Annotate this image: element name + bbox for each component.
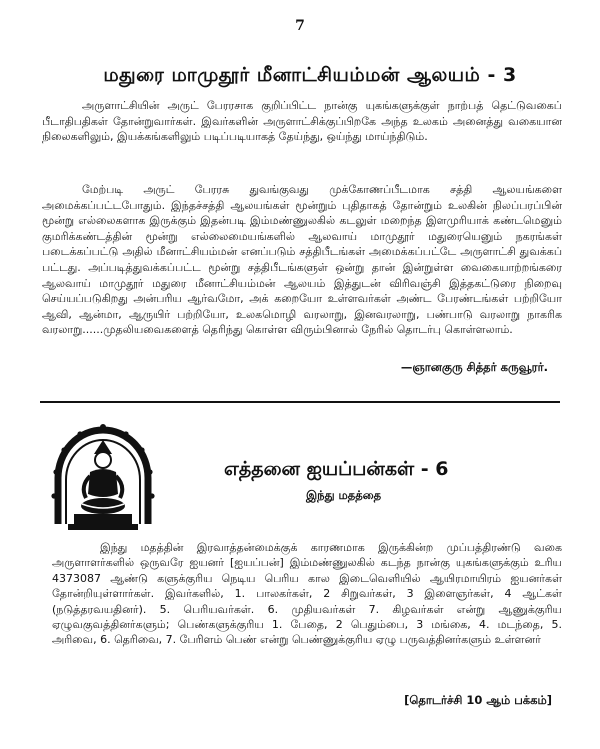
page-number: 7 <box>295 18 305 34</box>
author-signature: —ஞானகுரு சித்தர் கருவூரர். <box>400 360 548 374</box>
article1-paragraph-2: மேற்படி அருட் பேரரசு துவங்குவது முக்கோணப்பீடமாக சத்தி ஆலயங்களை அமைக்கப்பட்டபோதும். இந்தச்சத்தி ஆலயங்கள் மூன்றும் புதிதாகத் தோன்றும் உலகின் நிலப்பரப்பின் மூன்று எல்லைகளாக இருக்கும் இதன்படி இம்மண்ணுலகில் கடலுள் மறைந்த இளமுரியாக் கண்டமெனும் குமரிக்கண்டத்தின் மூன்று எல்லைமையங்களில் ஆலவாய் மாமுதூர் மதுரையெனும் நகரங்கள் படைக்கப்பட்டு அதில் மீனாட்சியம்மன் எனப்படும் சத்திபீடங்கள் அமைக்கப்பட்டே அருளாட்சி துவக்கப் பட்டது. அப்படித்துவக்கப்பட்ட மூன்று சத்திபீடங்களுள் ஒன்று தான் இன்றுள்ள வைகையாற்றங்கரை ஆலவாய் மாமுதூர் மதுரை மீனாட்சியம்மன் ஆலயம் இத்துடன் விரிவஞ்சி இத்தகட்டுரை நிறைவு செய்யப்படுகிறது அன்பரிய ஆர்வமோ, அக் கறையோ உள்ளவர்கள் அண்ட பேரண்டங்கள் பற்றியோ ஆவி, ஆன்மா, ஆருயிர் பற்றியோ, உலகமொழி வரலாறு, இனவரலாறு, பண்பாடு வரலாறு நாகரிக வரலாறு......முதலியவைகளைத் தெரிந்து கொள்ள விரும்பினால் நேரில் தொடர்பு கொள்ளலாம். <box>42 183 562 337</box>
article-subtitle: இந்து மதத்தை <box>306 488 382 502</box>
article1-paragraph-1: அருளாட்சியின் அருட் பேரரசாக குறிப்பிட்ட நான்கு யுகங்களுக்குள் நாற்பத் தெட்டுவகைப் பீடாதிபதிகள் தோன்றுவார்கள். இவர்களின் அருளாட்சிக்குப்பிறகே அந்த உலகம் அனைத்து வகையான நிலைகளிலும், இயக்கங்களிலும் படிப்படியாகத் தேய்ந்து, ஒய்ந்து மாய்ந்திடும். <box>42 99 562 144</box>
article-title-meenakshi-temple: மதுரை மாமுதூர் மீனாட்சியம்மன் ஆலயம் - 3 <box>103 64 517 86</box>
section-divider <box>40 401 560 403</box>
article-title-ayyappans: எத்தனை ஐயப்பன்கள் - 6 <box>224 458 449 480</box>
ayyappan-deity-icon <box>44 420 162 532</box>
article2-paragraph: இந்து மதத்தின் இரவாத்தன்மைக்குக் காரணமாக இருக்கின்ற முப்பத்திரண்டு வகை அருளாளர்களில் ஒருவரே ஐயனர் [ஐயப்பன்] இம்மண்ணுலகில் கடந்த நான்கு யுகங்களுக்கும் உரிய 4373087 ஆண்டு களுக்குரிய நெடிய பெரிய கால இடைவெளியில் ஆயிரமாயிரம் ஐயனர்கள் தோன்றியுள்ளார்கள். இவர்களில், 1. பாலகர்கள், 2 சிறுவர்கள், 3 இளைஞர்கள், 4 ஆட்கள் (நடுத்தரவயதினர்). 5. பெரியவர்கள். 6. முதியவர்கள் 7. கிழவர்கள் என்று ஆணுக்குரிய ஏழுவகுவத்தினர்களும்; பெண்களுக்குரிய 1. பேதை, 2 பெதும்பை, 3 மங்கை, 4. மடந்தை, 5. அரிவை, 6. தெரிவை, 7. பேரிளம் பெண் என்று பெண்ணுக்குரிய ஏழு பருவத்தினர்களும் உள்ளனர் <box>52 541 562 647</box>
continued-on-page-note: [தொடர்ச்சி 10 ஆம் பக்கம்] <box>404 693 552 707</box>
